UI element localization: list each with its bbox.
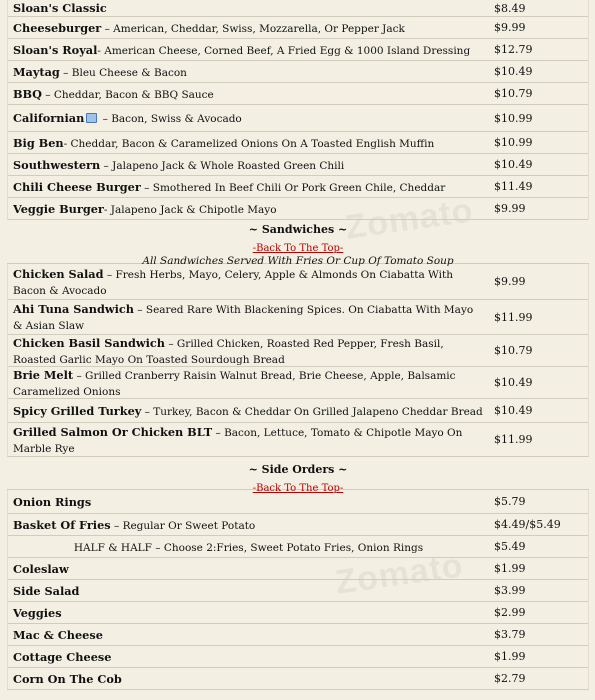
menu-row	[7, 624, 589, 646]
watermark: Zomato	[332, 546, 466, 602]
item-price: $9.99	[494, 275, 526, 288]
section-header-sides	[7, 457, 589, 494]
item-detail: – American, Cheddar, Swiss, Mozzarella, Or Pepper Jack	[101, 22, 405, 35]
item-name: Sloan's Royal	[13, 42, 98, 57]
item-detail: - Jalapeno Jack & Chipotle Mayo	[103, 203, 277, 216]
menu-row	[7, 83, 589, 105]
item-price: $3.79	[494, 628, 526, 641]
item-detail: – Grilled Cranberry Raisin Walnut Bread, Brie Cheese, Apple, Balsamic Caramelized Onions	[13, 369, 456, 398]
item-detail: - American Cheese, Corned Beef, A Fried Egg & 1000 Island Dressing	[97, 44, 471, 57]
menu-table	[7, 0, 589, 690]
item-detail: – Grilled Chicken, Roasted Red Pepper, Fresh Basil, Roasted Garlic Mayo On Toasted Sourdough Bread	[13, 337, 444, 366]
item-price: $1.99	[494, 650, 526, 663]
item-price: $10.49	[494, 65, 533, 78]
item-price: $11.49	[494, 180, 533, 193]
menu-row	[7, 367, 589, 399]
back-to-top-link[interactable]: -Back To The Top-	[252, 243, 344, 254]
item-price: $5.49	[494, 540, 526, 553]
item-description	[8, 561, 488, 576]
item-name: Onion Rings	[13, 495, 92, 509]
menu-row	[7, 490, 589, 514]
item-detail: – Smothered In Beef Chili Or Pork Green Chile, Cheddar	[140, 181, 446, 194]
menu-row	[7, 132, 589, 154]
item-description	[8, 64, 488, 80]
item-name: Corn On The Cob	[13, 672, 122, 686]
item-detail: – Regular Or Sweet Potato	[110, 519, 256, 532]
menu-row	[7, 176, 589, 198]
item-name: Veggie Burger	[13, 201, 104, 216]
section-header-sandwiches	[7, 220, 589, 267]
menu-row	[7, 558, 589, 580]
item-price: $12.79	[494, 43, 533, 56]
item-price: $9.99	[494, 21, 526, 34]
item-name: Big Ben	[13, 135, 64, 150]
item-name: Chicken Basil Sandwich	[13, 335, 165, 350]
item-name: Chili Cheese Burger	[13, 179, 141, 194]
item-price: $10.49	[494, 158, 533, 171]
item-name: Cottage Cheese	[13, 650, 112, 664]
item-name: Southwestern	[13, 157, 101, 172]
item-detail: – Turkey, Bacon & Cheddar On Grilled Jalapeno Cheddar Bread	[141, 405, 483, 418]
menu-row	[7, 335, 589, 367]
menu-row	[7, 39, 589, 61]
item-description	[8, 671, 488, 686]
item-name: Coleslaw	[13, 562, 69, 576]
item-name: Spicy Grilled Turkey	[13, 403, 142, 418]
watermark: Zomato	[342, 191, 476, 247]
menu-row	[7, 17, 589, 39]
item-price: $2.99	[494, 606, 526, 619]
item-description	[8, 20, 488, 36]
item-description	[8, 605, 488, 620]
item-name: Cheeseburger	[13, 20, 102, 35]
item-description	[8, 0, 488, 16]
item-price: $10.79	[494, 344, 533, 357]
item-description	[8, 403, 488, 419]
item-price: $2.79	[494, 672, 526, 685]
menu-row	[7, 198, 589, 220]
menu-row	[7, 668, 589, 690]
menu-row	[7, 264, 589, 300]
item-name: Californian	[13, 111, 85, 125]
item-name: Ahi Tuna Sandwich	[13, 302, 134, 316]
item-price: $10.49	[494, 404, 533, 417]
item-price: $5.79	[494, 495, 526, 508]
item-description	[8, 86, 488, 102]
item-description	[8, 494, 488, 509]
menu-row	[7, 399, 589, 423]
menu-row	[7, 105, 589, 132]
item-name: Maytag	[13, 64, 60, 79]
item-description	[8, 583, 488, 598]
item-price: $1.99	[494, 562, 526, 575]
item-detail: – Bacon, Lettuce, Tomato & Chipotle Mayo On Marble Rye	[13, 426, 463, 455]
item-detail: – Bacon, Swiss & Avocado	[99, 113, 242, 125]
menu-row	[7, 602, 589, 624]
image-icon[interactable]	[86, 113, 97, 123]
item-name: Chicken Salad	[13, 266, 104, 281]
item-name: Grilled Salmon Or Chicken BLT	[13, 424, 213, 439]
menu-row	[7, 61, 589, 83]
item-description	[8, 649, 488, 664]
item-price: $11.99	[494, 310, 533, 324]
item-name: Side Salad	[13, 584, 80, 598]
item-name: Veggies	[13, 606, 62, 620]
section-title: ~ Side Orders ~	[248, 463, 348, 476]
item-description	[8, 335, 488, 367]
item-description	[8, 301, 488, 333]
item-description	[8, 627, 488, 642]
menu-row	[7, 536, 589, 558]
menu-row	[7, 646, 589, 668]
item-detail: – Cheddar, Bacon & BBQ Sauce	[41, 88, 214, 101]
item-description	[8, 367, 488, 399]
item-price: $8.49	[494, 1, 526, 15]
menu-row	[7, 580, 589, 602]
item-price: $10.99	[494, 111, 533, 125]
item-price: $10.49	[494, 376, 533, 389]
item-name: Brie Melt	[13, 367, 74, 382]
item-price: $4.49/$5.49	[494, 518, 561, 531]
item-price: $11.99	[494, 433, 533, 446]
item-price: $10.99	[494, 136, 533, 149]
item-description	[8, 179, 488, 195]
item-detail: – Bleu Cheese & Bacon	[59, 66, 187, 79]
item-description	[8, 42, 488, 58]
item-name: Basket Of Fries	[13, 517, 111, 532]
item-detail: – Fresh Herbs, Mayo, Celery, Apple & Almonds On Ciabatta With Bacon & Avocado	[13, 268, 454, 297]
item-detail: – Seared Rare With Blackening Spices. On Ciabatta With Mayo & Asian Slaw	[13, 304, 474, 332]
item-name: BBQ	[13, 86, 42, 101]
item-detail: – Jalapeno Jack & Whole Roasted Green Chili	[100, 159, 345, 172]
item-description	[8, 517, 488, 533]
item-description	[8, 201, 488, 217]
item-description	[8, 135, 488, 151]
item-description	[8, 110, 488, 126]
item-price: $10.79	[494, 87, 533, 100]
item-detail: - Cheddar, Bacon & Caramelized Onions On A Toasted English Muffin	[63, 137, 435, 150]
menu-row	[7, 0, 589, 17]
menu-row	[7, 300, 589, 335]
item-name: Sloan's Classic	[13, 1, 107, 15]
menu-row	[7, 423, 589, 457]
item-description	[8, 266, 488, 298]
section-note: All Sandwiches Served With Fries Or Cup Of Tomato Soup	[142, 255, 454, 267]
item-description	[8, 424, 488, 456]
item-description	[8, 539, 488, 555]
menu-row	[7, 154, 589, 176]
item-name: Mac & Cheese	[13, 628, 103, 642]
item-price: $3.99	[494, 584, 526, 597]
item-price: $9.99	[494, 202, 526, 215]
back-to-top-link[interactable]: -Back To The Top-	[252, 483, 344, 494]
item-description	[8, 157, 488, 173]
section-title: ~ Sandwiches ~	[248, 223, 348, 236]
item-detail: HALF & HALF – Choose 2:Fries, Sweet Potato Fries, Onion Rings	[73, 541, 424, 554]
menu-row	[7, 514, 589, 536]
